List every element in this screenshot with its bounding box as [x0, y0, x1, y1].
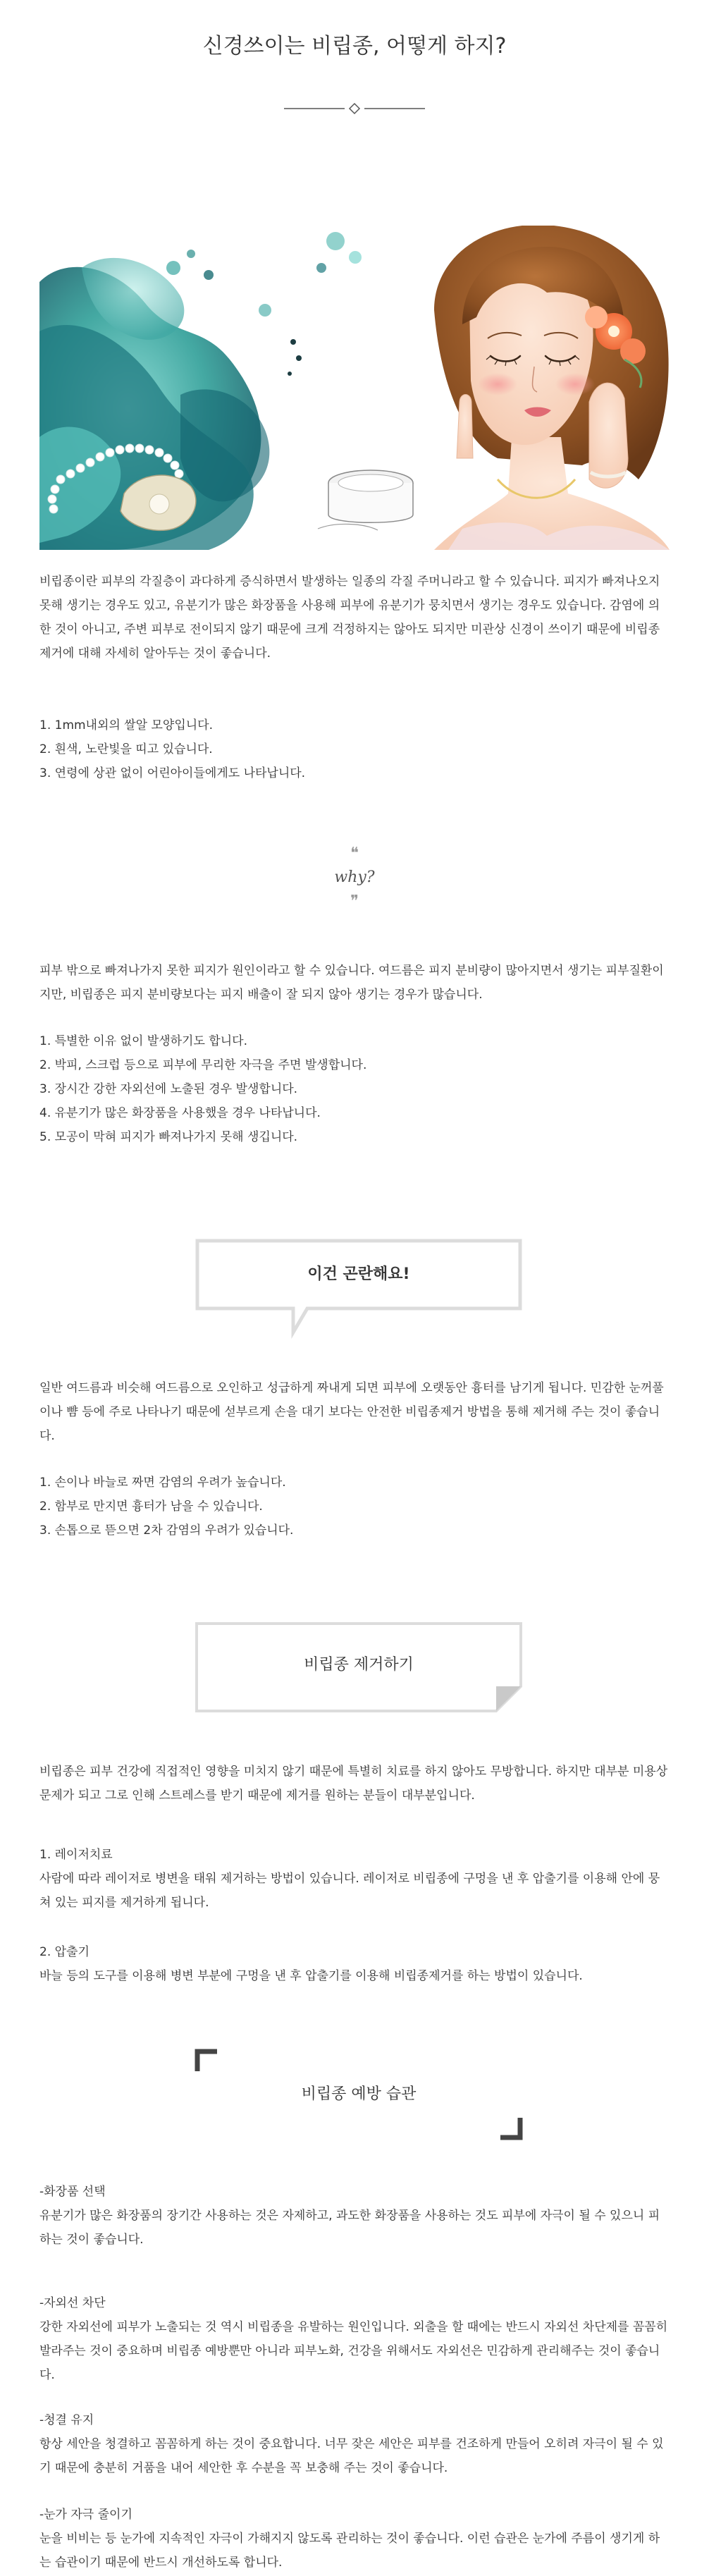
tip-text: 눈을 비비는 등 눈가에 지속적인 자극이 가해지지 않도록 관리하는 것이 좋습니다. 이런 습관은 눈가에 주름이 생기게 하는 습관이기 때문에 반드시 개선하도록 합니다. — [39, 2532, 660, 2570]
why-list — [39, 1029, 670, 1149]
method-title: 1. 레이저치료 — [39, 1848, 113, 1862]
hero-illustration — [39, 226, 670, 550]
removal-heading: 비립종 제거하기 — [304, 1656, 414, 1674]
list-item: 1. 1mm내외의 쌀알 모양입니다. — [39, 718, 213, 732]
removal-heading-box — [195, 1621, 523, 1713]
prevention-tip-cosmetics — [39, 2180, 670, 2252]
list-item: 1. 특별한 이유 없이 발생하기도 합니다. — [39, 1034, 247, 1048]
tip-title: -청결 유지 — [39, 2413, 94, 2427]
close-quote-icon: ❞ — [350, 893, 359, 910]
list-item: 2. 흰색, 노란빛을 띠고 있습니다. — [39, 742, 213, 756]
list-item: 1. 손이나 바늘로 짜면 감염의 우려가 높습니다. — [39, 1476, 286, 1490]
open-quote-icon: ❝ — [350, 845, 359, 862]
method-text: 바늘 등의 도구를 이용해 병변 부분에 구멍을 낸 후 압출기를 이용해 비립종제거를 하는 방법이 있습니다. — [39, 1969, 583, 1983]
tip-text: 유분기가 많은 화장품의 장기간 사용하는 것은 자제하고, 과도한 화장품을 사용하는 것도 피부에 자극이 될 수 있으니 피하는 것이 좋습니다. — [39, 2209, 660, 2247]
trouble-paragraph: 일반 여드름과 비슷해 여드름으로 오인하고 성급하게 짜내게 되면 피부에 오랫동안 흉터를 남기게 됩니다. 민감한 눈꺼풀이나 뺨 등에 주로 나타나기 때문에 섣부르게 손을 대기 보다는 안전한 비립종제거 방법을 통해 제거해 주는 것이 좋습니다. — [39, 1381, 664, 1443]
removal-method-laser — [39, 1843, 670, 1915]
intro-paragraph: 비립종이란 피부의 각질층이 과다하게 증식하면서 발생하는 일종의 각질 주머니라고 할 수 있습니다. 피지가 빠져나오지 못해 생기는 경우도 있고, 유분기가 많은 화장품을 사용해 피부에 유분기가 뭉치면서 생기는 경우도 있습니다. 감염에 의한 것이 아니고, 주변 피부로 전이되지 않기 때문에 크게 걱정하지는 않아도 되지만 미관상 신경이 쓰이기 때문에 비립종제거에 대해 자세히 알아두는 것이 좋습니다. — [39, 575, 660, 661]
list-item: 2. 함부로 만지면 흉터가 남을 수 있습니다. — [39, 1499, 263, 1514]
tip-title: -자외선 차단 — [39, 2296, 106, 2310]
why-callout — [284, 843, 425, 942]
removal-method-extractor — [39, 1940, 670, 1988]
trouble-heading-box — [195, 1238, 523, 1344]
intro-list — [39, 713, 670, 785]
method-title: 2. 압출기 — [39, 1945, 90, 1959]
list-item: 3. 장시간 강한 자외선에 노출된 경우 발생합니다. — [39, 1082, 298, 1096]
method-text: 사람에 따라 레이저로 병변을 태워 제거하는 방법이 있습니다. 레이저로 비립종에 구멍을 낸 후 압출기를 이용해 안에 뭉쳐 있는 피지를 제거하게 됩니다. — [39, 1872, 660, 1910]
list-item: 3. 손톱으로 뜯으면 2차 감염의 우려가 있습니다. — [39, 1523, 294, 1538]
tip-text: 항상 세안을 청결하고 꼼꼼하게 하는 것이 중요합니다. 너무 잦은 세안은 피부를 건조하게 만들어 오히려 자극이 될 수 있기 때문에 충분히 거품을 내어 세안한 후 수분을 꼭 보충해 주는 것이 좋습니다. — [39, 2437, 664, 2475]
list-item: 5. 모공이 막혀 피지가 빠져나가지 못해 생깁니다. — [39, 1130, 298, 1144]
why-paragraph: 피부 밖으로 빠져나가지 못한 피지가 원인이라고 할 수 있습니다. 여드름은 피지 분비량이 많아지면서 생기는 피부질환이지만, 비립종은 피지 분비량보다는 피지 배출이 잘 되지 않아 생기는 경우가 많습니다. — [39, 964, 664, 1002]
prevention-tip-uv — [39, 2291, 670, 2387]
list-item: 2. 박피, 스크럽 등으로 피부에 무리한 자극을 주면 발생합니다. — [39, 1058, 367, 1072]
list-item: 3. 연령에 상관 없이 어린아이들에게도 나타납니다. — [39, 766, 306, 780]
prevention-heading-box — [195, 2049, 523, 2140]
page-title: 신경쓰이는 비립종, 어떻게 하지? — [202, 34, 507, 59]
tip-title: -화장품 선택 — [39, 2185, 106, 2199]
tip-text: 강한 자외선에 피부가 노출되는 것 역시 비립종을 유발하는 원인입니다. 외출을 할 때에는 반드시 자외선 차단제를 꼼꼼히 발라주는 것이 중요하며 비립종 예방뿐만 아니라 피부노화, 건강을 위해서도 자외선은 민감하게 관리해주는 것이 좋습니다. — [39, 2320, 668, 2382]
prevention-tip-cleansing — [39, 2408, 670, 2480]
trouble-list — [39, 1471, 670, 1542]
prevention-heading: 비립종 예방 습관 — [301, 2085, 417, 2103]
list-item: 4. 유분기가 많은 화장품을 사용했을 경우 나타납니다. — [39, 1106, 321, 1120]
removal-paragraph: 비립종은 피부 건강에 직접적인 영향을 미치지 않기 때문에 특별히 치료를 하지 않아도 무방합니다. 하지만 대부분 미용상 문제가 되고 그로 인해 스트레스를 받기 때문에 제거를 원하는 분들이 대부분입니다. — [39, 1765, 668, 1803]
prevention-tip-eyes — [39, 2503, 670, 2575]
trouble-heading: 이건 곤란해요! — [307, 1265, 410, 1283]
why-label: why? — [334, 869, 375, 886]
title-divider — [284, 100, 425, 117]
tip-title: -눈가 자극 줄이기 — [39, 2508, 132, 2522]
